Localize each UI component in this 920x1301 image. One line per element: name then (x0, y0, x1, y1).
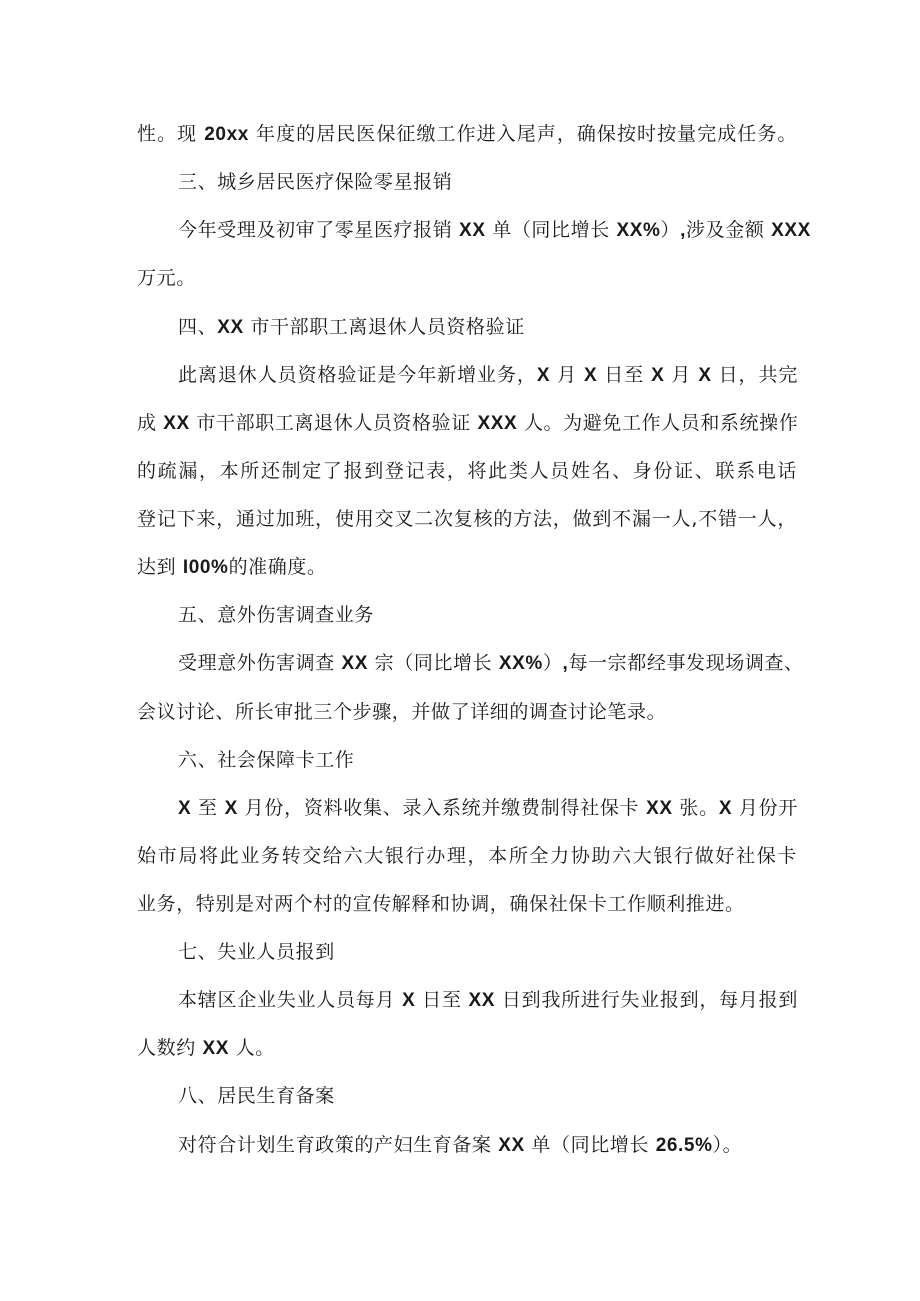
bold-text-run: 20xx (204, 124, 249, 145)
text-run: 宗（同比增长 (368, 652, 499, 674)
text-run: 业务，特别是对两个村的宣传解释和协调，确保社保卡工作顺利推进。 (137, 893, 745, 915)
text-line (137, 1031, 797, 1065)
text-line (137, 117, 797, 151)
text-line (137, 839, 797, 873)
text-run: ） (542, 652, 563, 674)
text-run: 单（同比增长 (485, 219, 617, 241)
bold-text-run: X (536, 365, 551, 386)
text-line (137, 454, 797, 488)
text-run: 达到 (137, 556, 183, 578)
bold-text-run: XXX (477, 413, 518, 434)
text-run: 月 (550, 364, 585, 386)
text-run: ）。 (712, 1134, 743, 1156)
text-run: 的准确度。 (228, 556, 327, 578)
text-line (137, 406, 797, 440)
bold-text-run: X (718, 798, 733, 819)
text-run: 成 (137, 412, 164, 434)
bold-text-run: XX (498, 1135, 525, 1156)
text-run: 六、社会保障卡工作 (178, 749, 355, 771)
text-run: 四、 (178, 316, 218, 338)
text-run: 日至 (597, 364, 652, 386)
text-run: 三、城乡居民医疗保险零星报销 (178, 171, 453, 193)
text-run: 年度的居民医保征缴工作进入尾声，确保按时按量完成任务。 (248, 123, 797, 145)
section-heading (178, 598, 798, 632)
text-run: 人数约 (137, 1037, 203, 1059)
text-line (178, 791, 798, 825)
text-run: 至 (191, 797, 225, 819)
text-line (137, 261, 797, 295)
text-line (178, 1128, 798, 1162)
bold-text-run: XX (202, 1038, 229, 1059)
text-run: 始市局将此业务转交给六大银行办理，本所全力协助六大银行做好社保卡 (137, 845, 797, 867)
text-run: 万元。 (137, 267, 196, 289)
bold-text-run: XX (217, 317, 244, 338)
bold-text-run: I00% (182, 557, 229, 578)
text-run: 性。现 (137, 123, 205, 145)
text-run: 登记下来，通过加班，使用交叉二次复核的方法，做到不漏一人,不错一人， (137, 508, 797, 530)
text-line (178, 983, 798, 1017)
text-run: 会议讨论、所长审批三个步骤，并做了详细的调查讨论笔录。 (137, 701, 667, 723)
text-run: 本辖区企业失业人员每月 (178, 989, 403, 1011)
text-line (137, 887, 797, 921)
bold-text-run: XX (341, 653, 368, 674)
text-run: 受理意外伤害调查 (178, 652, 342, 674)
bold-text-run: X (651, 365, 665, 386)
text-run: 每一宗都经事发现场调查、 (568, 652, 804, 674)
text-run: 月 (664, 364, 699, 386)
text-line (137, 695, 797, 729)
text-run: 张。 (672, 797, 719, 819)
text-run: 八、居民生育备案 (178, 1085, 335, 1107)
text-run: 月份，资料收集、录入系统并缴费制得社保卡 (237, 797, 647, 819)
text-run: 单（同比增长 (524, 1134, 656, 1156)
text-run: 涉及金额 (686, 219, 772, 241)
bold-text-run: X (402, 990, 416, 1011)
bold-text-run: 26.5% (655, 1135, 713, 1156)
section-heading (178, 743, 798, 777)
text-run: 五、意外伤害调查业务 (178, 604, 375, 626)
bold-text-run: XX% (498, 653, 543, 674)
bold-text-run: XX (468, 990, 496, 1011)
bold-text-run: X (224, 798, 238, 819)
text-run: 市干部职工离退休人员资格验证 (189, 412, 478, 434)
text-run: 人。为避免工作人员和系统操作 (517, 412, 799, 434)
text-run: 月份开 (732, 797, 798, 819)
text-run: 日至 (415, 989, 469, 1011)
text-run: 市干部职工离退休人员资格验证 (243, 316, 525, 338)
text-line (178, 213, 811, 247)
bold-text-run: X (698, 365, 712, 386)
text-run: 此离退休人员资格验证是今年新增业务， (178, 364, 537, 386)
bold-text-run: XX (459, 220, 486, 241)
text-run: 七、失业人员报到 (178, 941, 335, 963)
section-heading (178, 165, 798, 199)
text-run: 日，共完 (711, 364, 798, 386)
bold-text-run: , (562, 653, 569, 674)
text-run: ） (660, 219, 681, 241)
bold-text-run: XX% (616, 220, 661, 241)
bold-text-run: , (680, 220, 687, 241)
text-line (137, 502, 797, 536)
text-run: 今年受理及初审了零星医疗报销 (178, 219, 460, 241)
text-run: 的疏漏，本所还制定了报到登记表，将此类人员姓名、身份证、联系电话 (137, 460, 797, 482)
text-run: 对符合计划生育政策的产妇生育备案 (178, 1134, 499, 1156)
text-line (137, 550, 797, 584)
section-heading (178, 1079, 798, 1113)
bold-text-run: X (584, 365, 598, 386)
text-line (178, 358, 798, 392)
text-run: 日到我所进行失业报到，每月报到 (495, 989, 799, 1011)
section-heading (178, 310, 798, 344)
bold-text-run: XX (163, 413, 190, 434)
bold-text-run: X (178, 798, 192, 819)
bold-text-run: XXX (771, 220, 811, 241)
text-run: 人。 (229, 1037, 275, 1059)
bold-text-run: XX (646, 798, 673, 819)
text-line (178, 646, 804, 680)
section-heading (178, 935, 798, 969)
